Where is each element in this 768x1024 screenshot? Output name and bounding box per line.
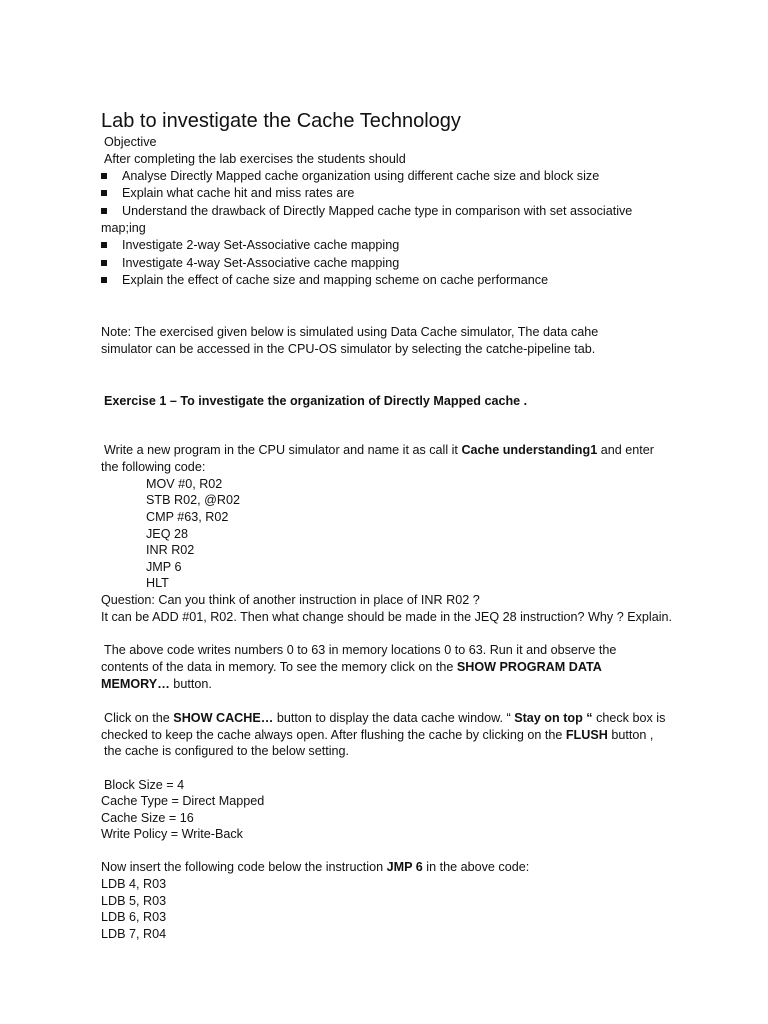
write-program-line-1: Write a new program in the CPU simulator and name it as call it Cache understanding1 and enter <box>104 443 654 457</box>
setting-line: Cache Type = Direct Mapped <box>101 794 265 808</box>
objective-heading: Objective <box>104 135 157 149</box>
question-line-2: It can be ADD #01, R02. Then what change should be made in the JEQ 28 instruction? Why ? Explain. <box>101 610 673 624</box>
code-line: MOV #0, R02 <box>146 477 223 491</box>
code2-line: LDB 4, R03 <box>101 877 167 891</box>
setting-line: Block Size = 4 <box>104 778 185 792</box>
objective-bullet-6: Explain the effect of cache size and mapping scheme on cache performance <box>122 273 549 287</box>
code-line: INR R02 <box>146 543 195 557</box>
insert-instruction: Now insert the following code below the instruction JMP 6 in the above code: <box>101 860 530 874</box>
code-line: JEQ 28 <box>146 527 188 541</box>
cache-para-line-1: Click on the SHOW CACHE… button to display the data cache window. “ Stay on top “ check box is <box>104 711 666 725</box>
setting-line: Cache Size = 16 <box>101 811 194 825</box>
code-line: STB R02, @R02 <box>146 493 240 507</box>
code2-line: LDB 5, R03 <box>101 894 167 908</box>
write-program-line-2: the following code: <box>101 460 206 474</box>
bullet-marker <box>101 190 107 196</box>
code2-line: LDB 6, R03 <box>101 910 167 924</box>
bullet-marker <box>101 173 107 179</box>
code-line: HLT <box>146 576 169 590</box>
bullet-marker <box>101 208 107 214</box>
objective-intro: After completing the lab exercises the students should <box>104 152 406 166</box>
objective-bullet-1: Analyse Directly Mapped cache organization using different cache size and block size <box>122 169 600 183</box>
objective-bullet-4: Investigate 2-way Set-Associative cache mapping <box>122 238 400 252</box>
objective-bullet-3: Understand the drawback of Directly Mapped cache type in comparison with set associative <box>122 204 633 218</box>
bullet-marker <box>101 242 107 248</box>
bullet-marker <box>101 277 107 283</box>
setting-line: Write Policy = Write-Back <box>101 827 243 841</box>
note-line-2: simulator can be accessed in the CPU-OS simulator by selecting the catche-pipeline tab. <box>101 342 596 356</box>
cache-para-line-3: the cache is configured to the below setting. <box>104 744 350 758</box>
objective-bullet-2: Explain what cache hit and miss rates are <box>122 186 355 200</box>
code-line: CMP #63, R02 <box>146 510 229 524</box>
bullet-marker <box>101 260 107 266</box>
objective-bullet-3-continuation: map;ing <box>101 221 146 235</box>
question-line-1: Question: Can you think of another instruction in place of INR R02 ? <box>101 593 480 607</box>
memory-para-line-3: MEMORY… button. <box>101 677 212 691</box>
memory-para-line-1: The above code writes numbers 0 to 63 in memory locations 0 to 63. Run it and observe the <box>104 643 617 657</box>
page-title: Lab to investigate the Cache Technology <box>101 110 461 132</box>
exercise-1-heading: Exercise 1 – To investigate the organization of Directly Mapped cache . <box>104 394 528 408</box>
objective-bullet-5: Investigate 4-way Set-Associative cache mapping <box>122 256 400 270</box>
cache-para-line-2: checked to keep the cache always open. After flushing the cache by clicking on the FLUSH button , <box>101 728 654 742</box>
note-line-1: Note: The exercised given below is simulated using Data Cache simulator, The data cahe <box>101 325 599 339</box>
code-line: JMP 6 <box>146 560 182 574</box>
memory-para-line-2: contents of the data in memory. To see the memory click on the SHOW PROGRAM DATA <box>101 660 602 674</box>
code2-line: LDB 7, R04 <box>101 927 167 941</box>
